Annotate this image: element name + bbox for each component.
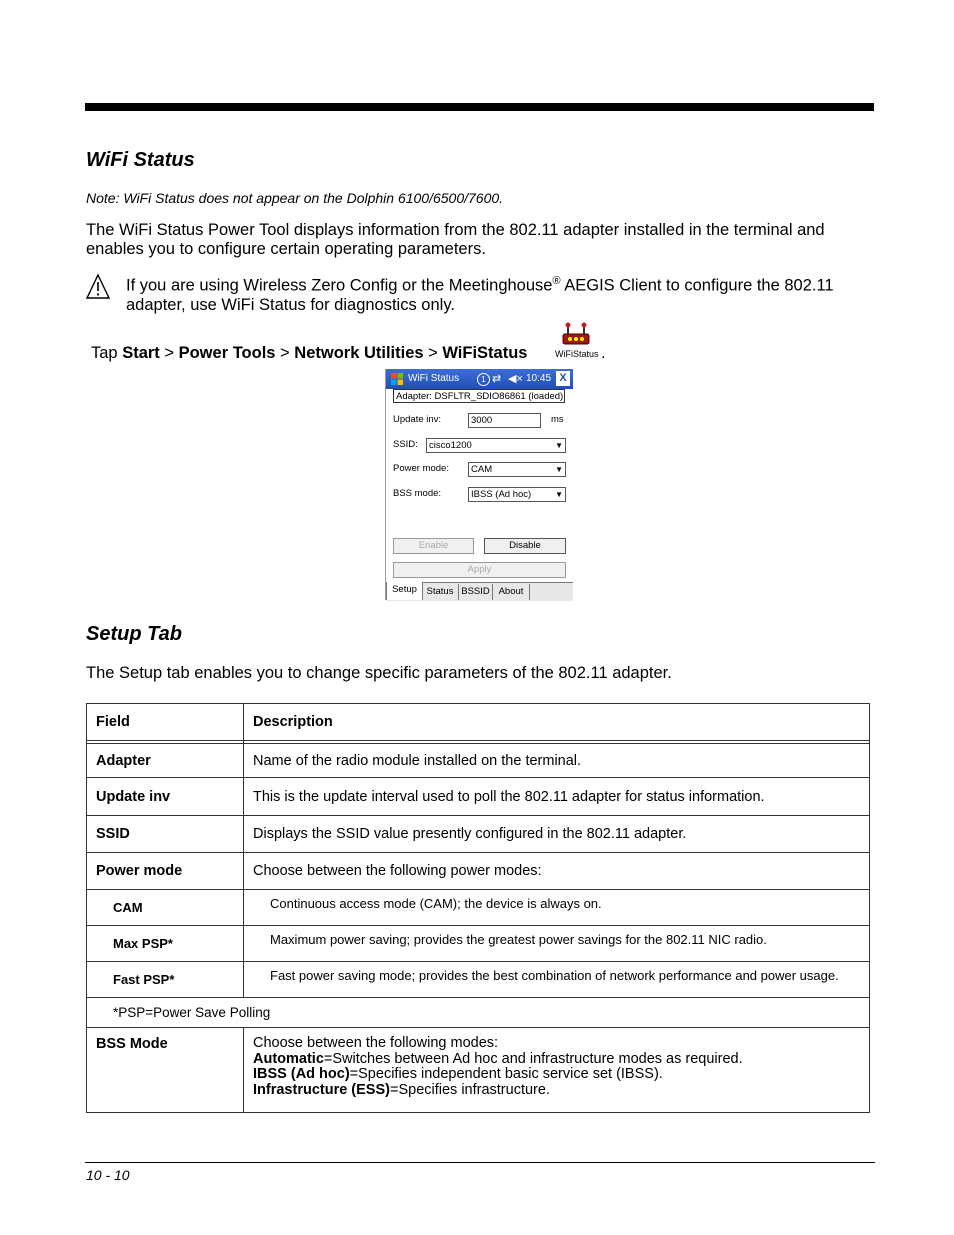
intro-paragraph: The WiFi Status Power Tool displays information from the 802.11 adapter installed in the terminal and enables you to configure certain operating parameters. bbox=[86, 221, 825, 258]
volume-icon[interactable]: ◀× bbox=[508, 373, 523, 385]
psp-note-row bbox=[87, 998, 870, 1028]
field-cell: BSS Mode bbox=[87, 1028, 244, 1113]
description-cell: Name of the radio module installed on the terminal. bbox=[244, 744, 870, 778]
bss-intro: Choose between the following modes: bbox=[253, 1035, 499, 1051]
update-inv-label: Update inv: bbox=[393, 414, 442, 425]
header-description: Description bbox=[244, 704, 870, 741]
update-inv-unit: ms bbox=[551, 414, 564, 425]
table-subrow bbox=[87, 962, 870, 998]
caution-text: If you are using Wireless Zero Config or the Meetinghouse® AEGIS Client to configure the 802.11 adapter, use WiFi Status for diagnostics only. bbox=[126, 275, 834, 314]
bss-option-ibss: IBSS (Ad hoc)=Specifies independent basic service set (IBSS). bbox=[253, 1066, 663, 1082]
caution-triangle-icon bbox=[86, 273, 110, 301]
ssid-select[interactable]: cisco1200 ▼ bbox=[426, 438, 566, 453]
field-cell: Power mode bbox=[87, 853, 244, 890]
section-title: WiFi Status bbox=[86, 149, 195, 171]
description-cell: Continuous access mode (CAM); the device is always on. bbox=[244, 890, 870, 926]
description-cell: Maximum power saving; provides the greatest power savings for the 802.11 NIC radio. bbox=[244, 926, 870, 962]
field-cell: Max PSP* bbox=[87, 926, 244, 962]
field-cell: Fast PSP* bbox=[87, 962, 244, 998]
description-cell: Fast power saving mode; provides the best combination of network performance and power usage. bbox=[244, 962, 870, 998]
tab-setup[interactable]: Setup bbox=[386, 582, 423, 600]
header-rule bbox=[85, 103, 874, 111]
table-row bbox=[87, 816, 870, 853]
update-inv-input[interactable]: 3000 bbox=[468, 413, 541, 428]
field-cell: CAM bbox=[87, 890, 244, 926]
setup-tab-title: Setup Tab bbox=[86, 623, 182, 645]
chevron-down-icon: ▼ bbox=[555, 441, 563, 450]
table-row bbox=[87, 1028, 870, 1113]
footer-rule bbox=[85, 1162, 875, 1163]
title-bar bbox=[386, 369, 573, 389]
ssid-label: SSID: bbox=[393, 439, 418, 450]
power-mode-label: Power mode: bbox=[393, 463, 449, 474]
notification-icon[interactable]: 1 bbox=[477, 373, 490, 386]
tab-bssid[interactable]: BSSID bbox=[459, 584, 493, 600]
table-subrow bbox=[87, 890, 870, 926]
field-cell: Update inv bbox=[87, 778, 244, 816]
bss-option-automatic: Automatic=Switches between Ad hoc and infrastructure modes as required. bbox=[253, 1050, 743, 1067]
table-header-row bbox=[87, 704, 870, 741]
setup-intro: The Setup tab enables you to change specific parameters of the 802.11 adapter. bbox=[86, 664, 672, 682]
table-row bbox=[87, 853, 870, 890]
connectivity-icon[interactable]: ⇄ bbox=[492, 373, 502, 385]
wifistatus-app-icon: WiFiStatus . bbox=[554, 322, 602, 362]
table-subrow bbox=[87, 926, 870, 962]
adapter-field: Adapter: DSFLTR_SDIO86861 (loaded) bbox=[393, 389, 565, 403]
enable-button[interactable]: Enable bbox=[393, 538, 474, 554]
bss-mode-label: BSS mode: bbox=[393, 488, 442, 499]
close-icon[interactable]: X bbox=[556, 371, 570, 386]
tap-instruction: Tap Start > Power Tools > Network Utilities > WiFiStatus bbox=[91, 344, 528, 362]
description-cell: This is the update interval used to poll the 802.11 adapter for status information. bbox=[244, 778, 870, 816]
psp-note: *PSP=Power Save Polling bbox=[87, 998, 870, 1028]
table-row bbox=[87, 778, 870, 816]
disable-button[interactable]: Disable bbox=[484, 538, 566, 554]
field-cell: SSID bbox=[87, 816, 244, 853]
field-cell: Adapter bbox=[87, 744, 244, 778]
clock[interactable]: 10:45 bbox=[526, 373, 552, 384]
note-text: Note: WiFi Status does not appear on the Dolphin 6100/6500/7600. bbox=[86, 190, 504, 206]
table-row bbox=[87, 744, 870, 778]
tab-status[interactable]: Status bbox=[422, 584, 459, 600]
description-cell bbox=[244, 1028, 870, 1113]
wifi-status-screenshot bbox=[385, 369, 574, 600]
page-number: 10 - 10 bbox=[86, 1167, 130, 1183]
bss-mode-select[interactable]: IBSS (Ad hoc) ▼ bbox=[468, 487, 566, 502]
header-field: Field bbox=[87, 704, 244, 741]
tab-bar bbox=[386, 582, 573, 601]
tab-about[interactable]: About bbox=[493, 584, 530, 600]
description-cell: Choose between the following power modes: bbox=[244, 853, 870, 890]
bss-option-infrastructure: Infrastructure (ESS)=Specifies infrastructure. bbox=[253, 1081, 550, 1098]
windows-start-icon[interactable] bbox=[390, 372, 404, 386]
chevron-down-icon: ▼ bbox=[555, 465, 563, 474]
description-cell: Displays the SSID value presently configured in the 802.11 adapter. bbox=[244, 816, 870, 853]
power-mode-select[interactable]: CAM ▼ bbox=[468, 462, 566, 477]
setup-fields-table bbox=[86, 703, 870, 1113]
chevron-down-icon: ▼ bbox=[555, 490, 563, 499]
apply-button[interactable]: Apply bbox=[393, 562, 566, 578]
window-title: WiFi Status bbox=[408, 373, 460, 384]
